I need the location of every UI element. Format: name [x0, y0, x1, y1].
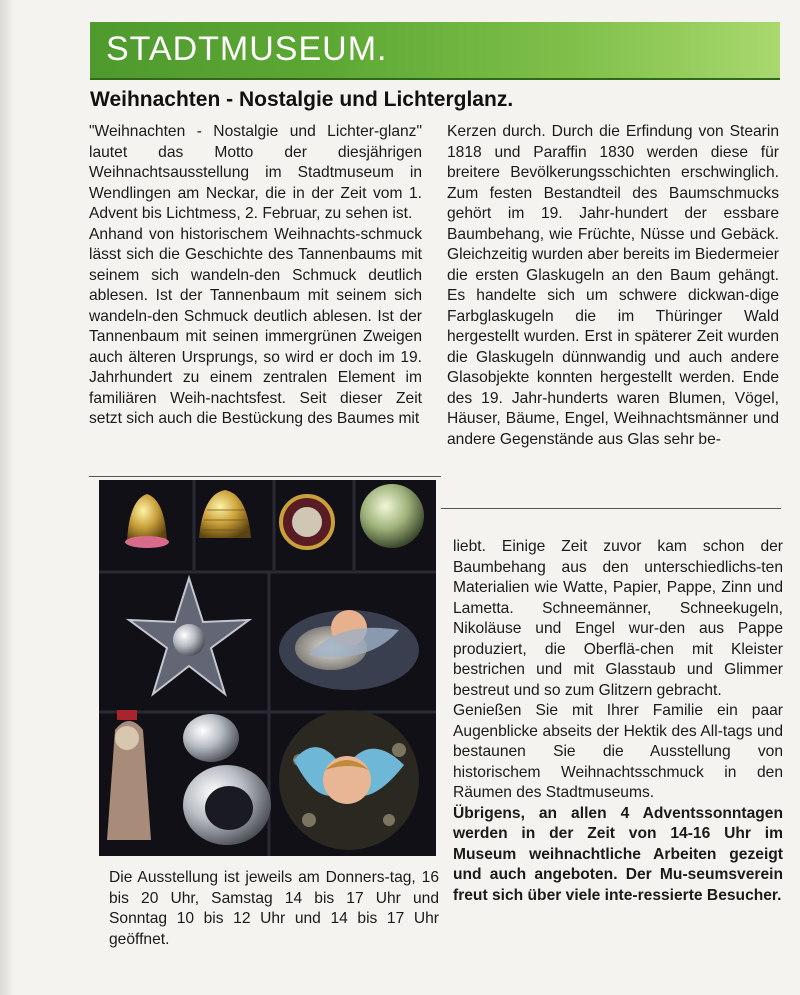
paragraph: Genießen Sie mit Ihrer Familie ein paar Augenblicke abseits der Hektik des All-tags und bestaunen Sie die Ausstellung von historischem Weihnachtsschmuck in den Räumen des Stadtmuseums. [453, 702, 783, 801]
christmas-ornaments-photo [99, 480, 436, 856]
section-title: STADTMUSEUM. [106, 30, 388, 68]
paragraph: liebt. Einige Zeit zuvor kam schon der Baumbehang aus den unterschiedlichs-ten Materialien wie Watte, Papier, Pappe, Zinn und Lametta. Schneemänner, Schneekugeln, Nikoläuse und Engel wur-den aus Pappe produziert, die Oberflä-chen mit Kleister bestrichen und mit Glasstaub und Glimmer bestreut und so zum Glitzern gebracht. [453, 538, 783, 699]
highlight-note [453, 804, 783, 907]
paragraph: Anhand von historischem Weihnachts-schmuck lässt sich die Geschichte des Tannenbaums mit seinem sich wandeln-den Schmuck deutlich ablesen. Ist der Tannenbaum mit seinem sich wandeln-den Schmuck deutlich ablesen. Ist der Tannenbaum mit seinen immergrünen Zweigen auch älteren Ursprungs, so wird er doch im 19. Jahrhundert zu einem zentralen Element im familiären Weih-nachtsfest. Seit dieser Zeit setzt sich auch die Bestückung des Baumes mit [89, 225, 422, 427]
article-headline: Weihnachten - Nostalgie und Lichterglanz. [90, 88, 514, 111]
article-column-1 [89, 122, 422, 430]
column-divider [441, 508, 781, 509]
photo-caption: Die Ausstellung ist jeweils am Donners-tag, 16 bis 20 Uhr, Samstag 14 bis 17 Uhr und Sonntag 10 bis 12 Uhr und 14 bis 17 Uhr geöffnet. [109, 869, 439, 948]
article-column-2 [447, 122, 779, 450]
paragraph-bold: Übrigens, an allen 4 Adventssonntagen werden in der Zeit von 14-16 Uhr im Museum weihnachtliche Arbeiten gezeigt und auch angeboten. Der Mu-seumsverein freut sich über viele inte-ressierte Besucher. [453, 804, 783, 904]
article-column-3 [453, 537, 783, 906]
column-divider [89, 476, 441, 477]
page-edge-shadow [0, 0, 14, 995]
paragraph: Kerzen durch. Durch die Erfindung von Stearin 1818 und Paraffin 1830 werden diese für breitere Bevölkerungsschichten erschwinglich. Zum festen Bestandteil des Baumschmucks gehört im 19. Jahr-hundert der essbare Baumbehang, wie Früchte, Nüsse und Gebäck. Gleichzeitig wurden aber bereits im Biedermeier die ersten Glaskugeln an den Baum gehängt. Es handelte sich um schwere dickwan-dige Farbglaskugeln die im Thüringer Wald hergestellt wurden. Erst in späterer Zeit wurden die Glaskugeln dünnwandig und auch andere Glasobjekte konnten hergestellt werden. Ende des 19. Jahr-hunderts waren Blumen, Vögel, Häuser, Bäume, Engel, Weihnachtsmänner und andere Gegenstände aus Glas sehr be- [447, 123, 779, 448]
paragraph: "Weihnachten - Nostalgie und Lichter-glanz" lautet das Motto der diesjährigen Weihnachtsausstellung im Stadtmuseum in Wendlingen am Neckar, die in der Zeit vom 1. Advent bis Lichtmess, 2. Februar, zu sehen ist. [89, 123, 422, 222]
section-header-bar [90, 22, 780, 80]
